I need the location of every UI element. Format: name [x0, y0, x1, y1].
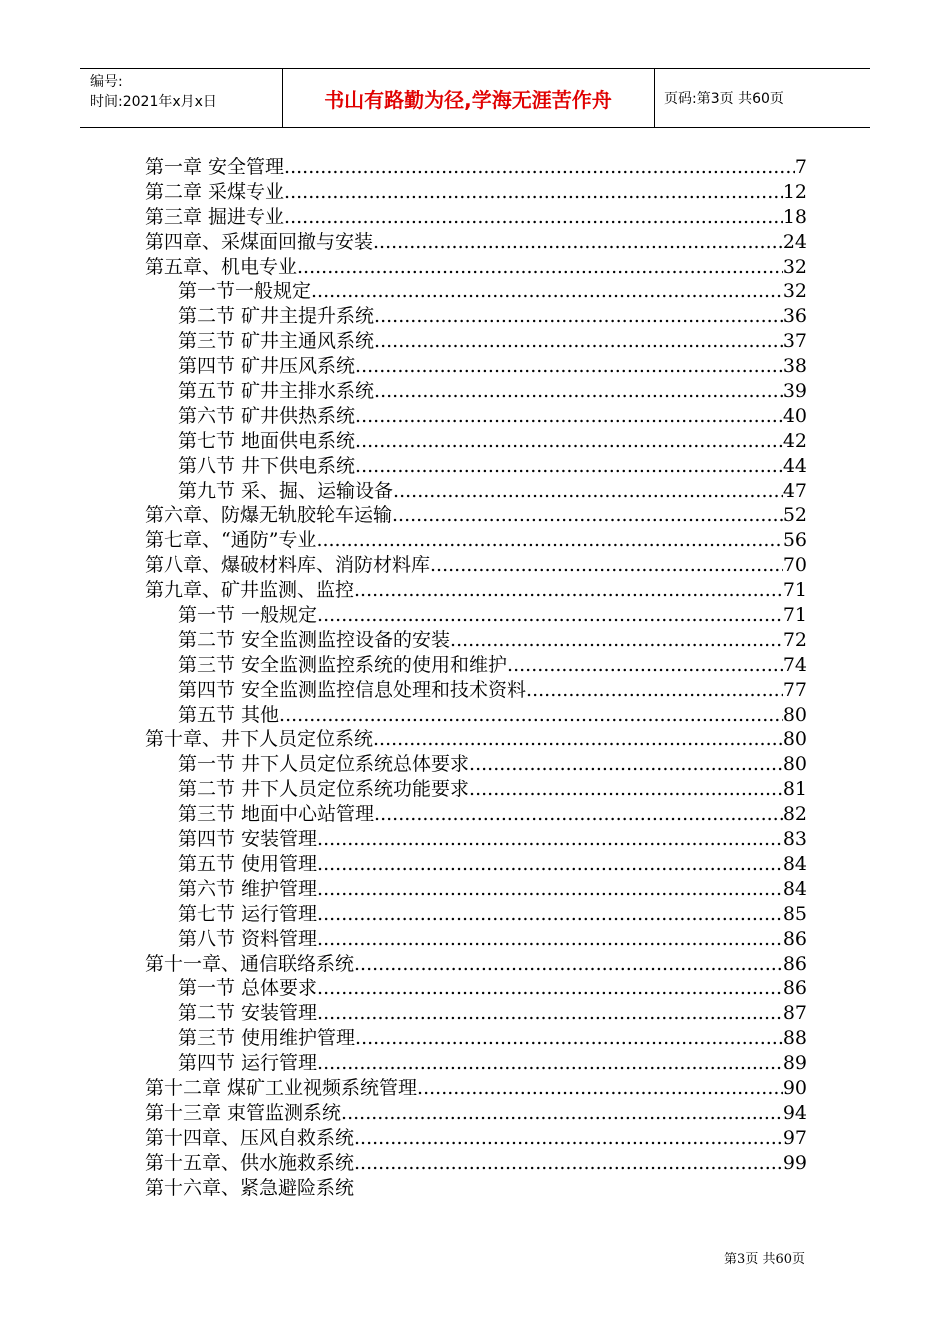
toc-entry-page: 80 [782, 703, 807, 726]
toc-entry-page: 12 [782, 180, 807, 203]
toc-entry[interactable] [145, 404, 807, 429]
header-motto: 书山有路勤为径,学海无涯苦作舟 [324, 87, 612, 112]
toc-leader-dots [374, 379, 783, 404]
toc-entry-title: 第一节 总体要求 [178, 977, 318, 1000]
toc-entry[interactable] [145, 1076, 807, 1101]
toc-entry-title: 第三章 掘进专业 [145, 205, 285, 228]
toc-entry-title: 第一章 安全管理 [145, 156, 285, 178]
toc-leader-dots [507, 653, 783, 678]
toc-leader-dots [341, 1101, 783, 1126]
toc-entry-title: 第四章、采煤面回撤与安装 [145, 230, 374, 253]
toc-entry-title: 第四节 运行管理 [178, 1052, 318, 1075]
toc-entry[interactable] [145, 329, 807, 354]
toc-leader-dots [450, 628, 783, 653]
toc-leader-dots [279, 703, 783, 728]
toc-entry-title: 第六节 矿井供热系统 [178, 404, 356, 427]
toc-entry-title: 第八节 资料管理 [178, 927, 318, 950]
toc-entry-title: 第七章、“通防”专业 [145, 529, 317, 552]
toc-entry-page: 7 [794, 156, 807, 178]
toc-leader-dots [284, 155, 795, 180]
toc-leader-dots [430, 553, 783, 578]
toc-entry-page: 37 [782, 330, 807, 353]
toc-entry-title: 第二节 井下人员定位系统功能要求 [178, 778, 470, 801]
toc-entry[interactable] [145, 927, 807, 952]
toc-entry-title: 第五节 矿井主排水系统 [178, 380, 375, 403]
toc-leader-dots [392, 503, 783, 528]
toc-entry-title: 第一节 一般规定 [178, 604, 318, 627]
toc-entry-title: 第一节一般规定 [178, 280, 312, 303]
toc-entry[interactable] [145, 877, 807, 902]
toc-leader-dots [284, 205, 783, 230]
toc-leader-dots [354, 578, 783, 603]
toc-entry[interactable] [145, 230, 807, 255]
toc-entry-title: 第三节 使用维护管理 [178, 1027, 356, 1050]
header-page-info: 页码:第3页 共60页 [664, 91, 784, 107]
toc-entry-title: 第八节 井下供电系统 [178, 454, 356, 477]
toc-leader-dots [354, 1126, 783, 1151]
toc-entry[interactable] [145, 155, 807, 180]
toc-entry[interactable] [145, 777, 807, 802]
toc-entry-page: 39 [782, 380, 807, 403]
toc-leader-dots [393, 479, 783, 504]
toc-entry-page: 80 [782, 728, 807, 751]
toc-entry-title: 第八章、爆破材料库、消防材料库 [145, 554, 431, 577]
toc-entry-title: 第九节 采、掘、运输设备 [178, 479, 394, 502]
toc-leader-dots [316, 528, 782, 553]
toc-entry[interactable] [145, 279, 807, 304]
toc-leader-dots [354, 1151, 783, 1176]
toc-entry-title: 第三节 安全监测监控系统的使用和维护 [178, 653, 508, 676]
toc-leader-dots [284, 180, 783, 205]
toc-entry[interactable] [145, 1126, 807, 1151]
toc-entry-page: 42 [782, 429, 807, 452]
toc-entry-page: 86 [782, 927, 807, 950]
toc-leader-dots [354, 952, 783, 977]
toc-leader-dots [317, 902, 783, 927]
toc-entry-page: 86 [782, 952, 807, 975]
toc-entry-title: 第三节 地面中心站管理 [178, 803, 375, 826]
toc-leader-dots [317, 1001, 783, 1026]
toc-entry-page: 90 [782, 1076, 807, 1099]
toc-entry-title: 第四节 矿井压风系统 [178, 355, 356, 378]
toc-leader-dots [317, 603, 783, 628]
toc-entry-page: 85 [782, 902, 807, 925]
toc-entry[interactable] [145, 503, 807, 528]
toc-entry[interactable] [145, 205, 807, 230]
toc-entry-title: 第二章 采煤专业 [145, 180, 285, 203]
table-of-contents [145, 155, 807, 1200]
toc-entry[interactable] [145, 852, 807, 877]
toc-entry[interactable] [145, 1176, 807, 1201]
toc-entry[interactable] [145, 354, 807, 379]
toc-entry-title: 第四节 安装管理 [178, 828, 318, 851]
toc-entry-page: 72 [782, 628, 807, 651]
toc-entry-title: 第七节 地面供电系统 [178, 429, 356, 452]
toc-entry-title: 第二节 安装管理 [178, 1002, 318, 1025]
toc-entry-page: 32 [782, 255, 807, 278]
toc-entry-title: 第二节 安全监测监控设备的安装 [178, 628, 451, 651]
toc-entry-title: 第十二章 煤矿工业视频系统管理 [145, 1076, 418, 1099]
toc-entry-page: 97 [782, 1126, 807, 1149]
toc-entry-title: 第十三章 束管监测系统 [145, 1101, 342, 1124]
toc-leader-dots [469, 777, 783, 802]
toc-entry-title: 第四节 安全监测监控信息处理和技术资料 [178, 678, 527, 701]
toc-leader-dots [317, 877, 783, 902]
toc-leader-dots [469, 752, 783, 777]
toc-entry-title: 第三节 矿井主通风系统 [178, 330, 375, 353]
toc-leader-dots [374, 802, 783, 827]
toc-leader-dots [311, 279, 783, 304]
toc-leader-dots [526, 678, 783, 703]
toc-entry-title: 第二节 矿井主提升系统 [178, 305, 375, 328]
toc-entry-page: 36 [782, 305, 807, 328]
toc-entry-page: 88 [782, 1027, 807, 1050]
toc-entry-page: 80 [782, 753, 807, 776]
toc-entry-page: 18 [782, 205, 807, 228]
toc-entry[interactable] [145, 752, 807, 777]
toc-entry-title: 第十章、井下人员定位系统 [145, 728, 374, 751]
toc-leader-dots [317, 852, 783, 877]
toc-entry[interactable] [145, 180, 807, 205]
toc-entry-page: 84 [782, 877, 807, 900]
toc-entry-page: 24 [782, 230, 807, 253]
toc-entry-page: 71 [782, 579, 807, 602]
toc-leader-dots [374, 304, 783, 329]
toc-entry[interactable] [145, 1101, 807, 1126]
toc-entry[interactable] [145, 255, 807, 280]
document-time-label: 时间:2021年x月x日 [90, 94, 217, 110]
toc-entry[interactable] [145, 528, 807, 553]
toc-leader-dots [297, 255, 783, 280]
toc-entry-page: 81 [782, 778, 807, 801]
toc-entry-page: 89 [782, 1052, 807, 1075]
toc-leader-dots [317, 827, 783, 852]
toc-entry-title: 第六节 维护管理 [178, 877, 318, 900]
toc-entry[interactable] [145, 553, 807, 578]
toc-entry[interactable] [145, 703, 807, 728]
toc-leader-dots [374, 329, 783, 354]
toc-entry-title: 第五节 其他 [178, 703, 280, 726]
toc-leader-dots [355, 454, 783, 479]
toc-entry-title: 第十五章、供水施救系统 [145, 1151, 355, 1174]
toc-entry-title: 第一节 井下人员定位系统总体要求 [178, 753, 470, 776]
toc-leader-dots [373, 727, 783, 752]
toc-entry-page: 38 [782, 355, 807, 378]
toc-entry-page: 83 [782, 828, 807, 851]
toc-entry[interactable] [145, 902, 807, 927]
toc-entry-page: 84 [782, 852, 807, 875]
toc-entry[interactable] [145, 727, 807, 752]
toc-leader-dots [355, 354, 783, 379]
toc-leader-dots [373, 230, 783, 255]
toc-entry-page: 44 [782, 454, 807, 477]
toc-leader-dots [355, 1026, 783, 1051]
toc-entry[interactable] [145, 802, 807, 827]
toc-entry-page: 99 [782, 1151, 807, 1174]
toc-entry-title: 第六章、防爆无轨胶轮车运输 [145, 504, 393, 527]
toc-entry-page: 87 [782, 1002, 807, 1025]
toc-entry[interactable] [145, 1151, 807, 1176]
toc-entry[interactable] [145, 653, 807, 678]
toc-entry[interactable] [145, 678, 807, 703]
toc-entry-title: 第十一章、通信联络系统 [145, 952, 355, 975]
toc-leader-dots [355, 429, 783, 454]
toc-entry-page: 40 [782, 404, 807, 427]
toc-entry-page: 70 [782, 554, 807, 577]
toc-entry[interactable] [145, 952, 807, 977]
page-header [80, 68, 870, 128]
toc-entry[interactable] [145, 379, 807, 404]
toc-entry-title: 第五章、机电专业 [145, 255, 298, 278]
toc-entry-page: 74 [782, 653, 807, 676]
toc-entry[interactable] [145, 479, 807, 504]
toc-entry[interactable] [145, 454, 807, 479]
toc-entry[interactable] [145, 1001, 807, 1026]
toc-entry-title: 第九章、矿井监测、监控 [145, 579, 355, 602]
toc-entry[interactable] [145, 827, 807, 852]
toc-leader-dots [355, 404, 783, 429]
toc-entry-page: 52 [782, 504, 807, 527]
toc-entry-title: 第七节 运行管理 [178, 902, 318, 925]
toc-entry-page: 32 [782, 280, 807, 303]
toc-leader-dots [317, 1051, 783, 1076]
document-number-label: 编号: [90, 74, 123, 90]
toc-entry-page: 47 [782, 479, 807, 502]
toc-entry-page: 56 [782, 529, 807, 552]
toc-entry[interactable] [145, 1026, 807, 1051]
header-meta [90, 72, 217, 112]
toc-leader-dots [417, 1076, 783, 1101]
toc-entry-page: 71 [782, 604, 807, 627]
toc-entry[interactable] [145, 578, 807, 603]
header-divider [654, 69, 655, 127]
toc-entry-page: 94 [782, 1101, 807, 1124]
toc-entry-title: 第十六章、紧急避险系统 [145, 1176, 355, 1199]
toc-entry[interactable] [145, 976, 807, 1001]
toc-entry-title: 第十四章、压风自救系统 [145, 1126, 355, 1149]
toc-entry[interactable] [145, 603, 807, 628]
toc-entry[interactable] [145, 429, 807, 454]
footer-page-info: 第3页 共60页 [724, 1252, 805, 1267]
toc-entry[interactable] [145, 1051, 807, 1076]
toc-entry-page: 77 [782, 678, 807, 701]
toc-entry-page: 86 [782, 977, 807, 1000]
toc-leader-dots [317, 927, 783, 952]
toc-entry-title: 第五节 使用管理 [178, 852, 318, 875]
toc-leader-dots [317, 976, 783, 1001]
toc-entry[interactable] [145, 304, 807, 329]
toc-entry[interactable] [145, 628, 807, 653]
toc-entry-page: 82 [782, 803, 807, 826]
